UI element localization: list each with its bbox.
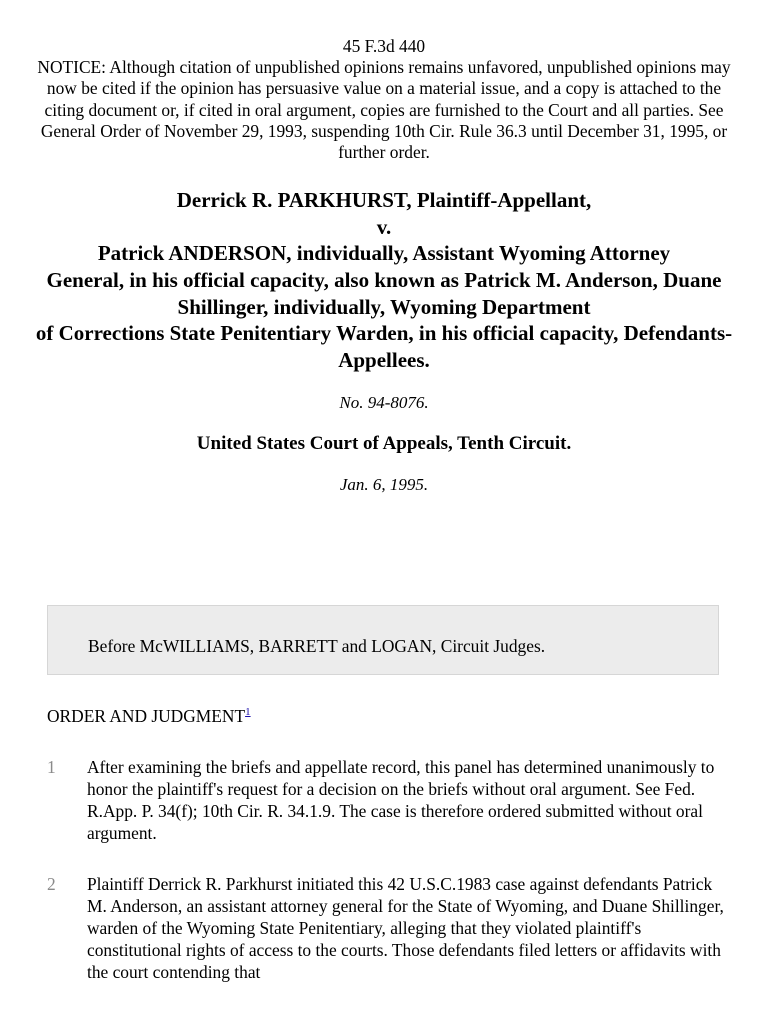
caption-appellee-line3: of Corrections State Penitentiary Warden, in his official capacity, Defendants-Appellees. — [35, 321, 733, 372]
caption-versus: v. — [376, 214, 392, 239]
paragraph — [47, 873, 727, 983]
docket-number: No. 94-8076. — [339, 393, 429, 413]
notice-text: NOTICE: Although citation of unpublished opinions remains unfavored, unpublished opinions may now be cited if the opinion has persuasive value on a material issue, and a copy is attached to the citing document or, if cited in oral argument, copies are furnished to the Court and all parties. See General Order of November 29, 1993, suspending 10th Cir. Rule 36.3 until December 31, 1995, or further order. — [37, 57, 731, 163]
paragraph-text: After examining the briefs and appellate record, this panel has determined unanimously to honor the plaintiff's request for a decision on the briefs without oral argument. See Fed. R.App. P. 34(f); 10th Cir. R. 34.1.9. The case is therefore ordered submitted without oral argument. — [87, 757, 715, 843]
order-title-text: ORDER AND JUDGMENT — [47, 706, 246, 726]
footnote-link[interactable]: 1 — [245, 706, 251, 719]
caption-appellant: Derrick R. PARKHURST, Plaintiff-Appellant, — [176, 188, 592, 213]
paragraph-text: Plaintiff Derrick R. Parkhurst initiated this 42 U.S.C.1983 case against defendants Patrick M. Anderson, an assistant attorney general for the State of Wyoming, and Duane Shillinger, warden of the Wyoming State Penitentiary, alleging that they violated plaintiff's constitutional rights of access to the courts. Those defendants filed letters or affidavits with the court contending that — [87, 874, 724, 982]
panel-judges: Before McWILLIAMS, BARRETT and LOGAN, Circuit Judges. — [88, 636, 546, 656]
decision-date: Jan. 6, 1995. — [339, 475, 429, 495]
order-title — [47, 705, 251, 727]
case-caption — [34, 187, 734, 373]
panel-box — [47, 605, 719, 675]
paragraph-number: 1 — [47, 757, 56, 777]
court-name: United States Court of Appeals, Tenth Circuit. — [196, 433, 572, 455]
citation: 45 F.3d 440 — [342, 36, 426, 56]
caption-appellee-line2: General, in his official capacity, also known as Patrick M. Anderson, Duane Shillinger, individually, Wyoming Department — [46, 268, 722, 319]
document-header — [34, 0, 734, 163]
paragraph-number: 2 — [47, 874, 56, 894]
paragraph — [47, 756, 727, 844]
caption-appellee-line1: Patrick ANDERSON, individually, Assistant Wyoming Attorney — [97, 241, 671, 266]
